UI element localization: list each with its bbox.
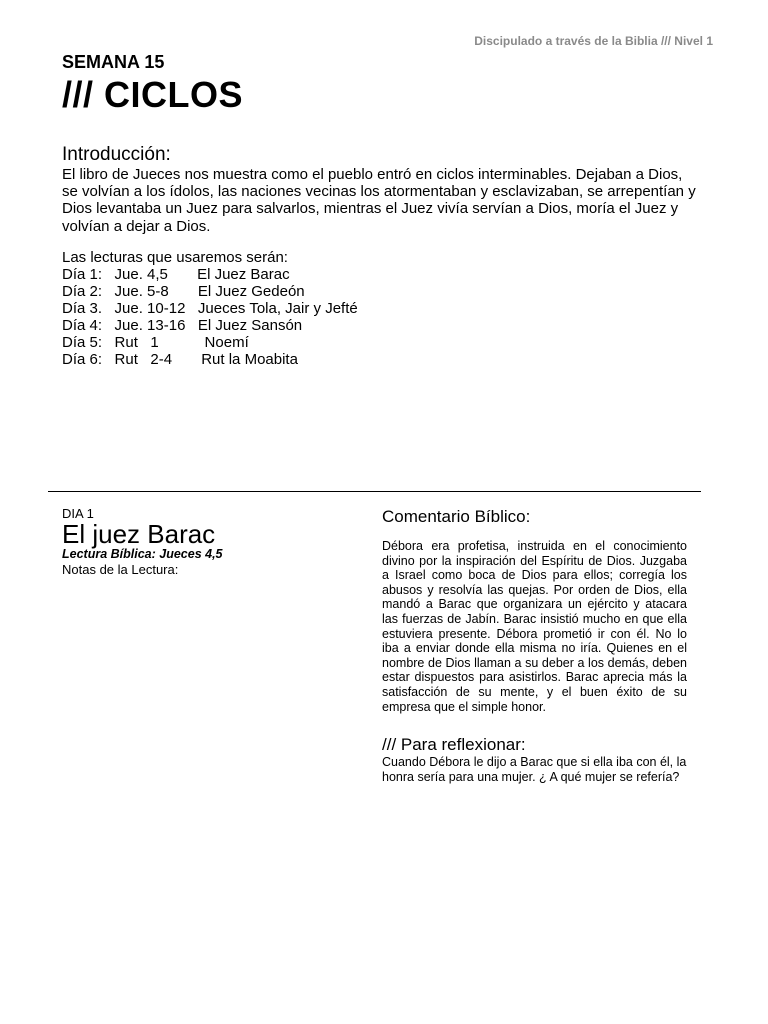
intro-heading: Introducción: xyxy=(62,144,171,165)
comentario-paragraph: Débora era profetisa, instruida en el conocimiento divino por la inspiración del Espíritu de Dios. Juzgaba a Israel como boca de Dios para ellos; corregía los abusos y resolvía las quejas. Por orden de Dios, ella mandó a Barac que organizara un ejército y atacara las fuerzas de Jabín. Barac insistió mucho en que ella estuviera presente. Débora prometió ir con él. No lo iba a enviar donde ella misma no iría. Quienes en el nombre de Dios llaman a su deber a los demás, deben estar dispuestos para asistirlos. Barac aprecia más la satisfacción de su mente, y el buen éxito de su empresa que el simple honor. xyxy=(382,539,687,714)
day-title: El juez Barac xyxy=(62,519,216,549)
reading-item: Día 3. Jue. 10-12 Jueces Tola, Jair y Jefté xyxy=(62,300,358,317)
lectura-biblica: Lectura Bíblica: Jueces 4,5 xyxy=(62,547,223,561)
reading-item: Día 4: Jue. 13-16 El Juez Sansón xyxy=(62,317,303,334)
week-label: SEMANA 15 xyxy=(62,52,165,72)
intro-paragraph: El libro de Jueces nos muestra como el pueblo entró en ciclos interminables. Dejaban a Dios, se volvían a los ídolos, las naciones vecinas los atormentaban y esclavizaban, se arrepentían y Dios levantaba un Juez para salvarlos, mientras el Juez vivía servían a Dios, moría el Juez y volvían a dejar a Dios. xyxy=(62,166,696,235)
readings-list xyxy=(62,266,358,368)
comentario-heading: Comentario Bíblico: xyxy=(382,507,531,526)
reflexionar-paragraph: Cuando Débora le dijo a Barac que si ella iba con él, la honra sería para una mujer. ¿ A qué mujer se refería? xyxy=(382,755,687,784)
reading-item: Día 2: Jue. 5-8 El Juez Gedeón xyxy=(62,283,305,300)
header-note: Discipulado a través de la Biblia /// Nivel 1 xyxy=(474,34,713,48)
section-divider xyxy=(48,491,701,492)
page-title: /// CICLOS xyxy=(62,74,244,115)
day-tag: DIA 1 xyxy=(62,506,94,521)
reflexionar-heading: /// Para reflexionar: xyxy=(382,735,526,754)
reading-item: Día 5: Rut 1 Noemí xyxy=(62,334,249,351)
reading-item: Día 6: Rut 2-4 Rut la Moabita xyxy=(62,351,298,368)
notas-label: Notas de la Lectura: xyxy=(62,562,179,577)
readings-heading: Las lecturas que usaremos serán: xyxy=(62,249,288,266)
reading-item: Día 1: Jue. 4,5 El Juez Barac xyxy=(62,266,290,283)
